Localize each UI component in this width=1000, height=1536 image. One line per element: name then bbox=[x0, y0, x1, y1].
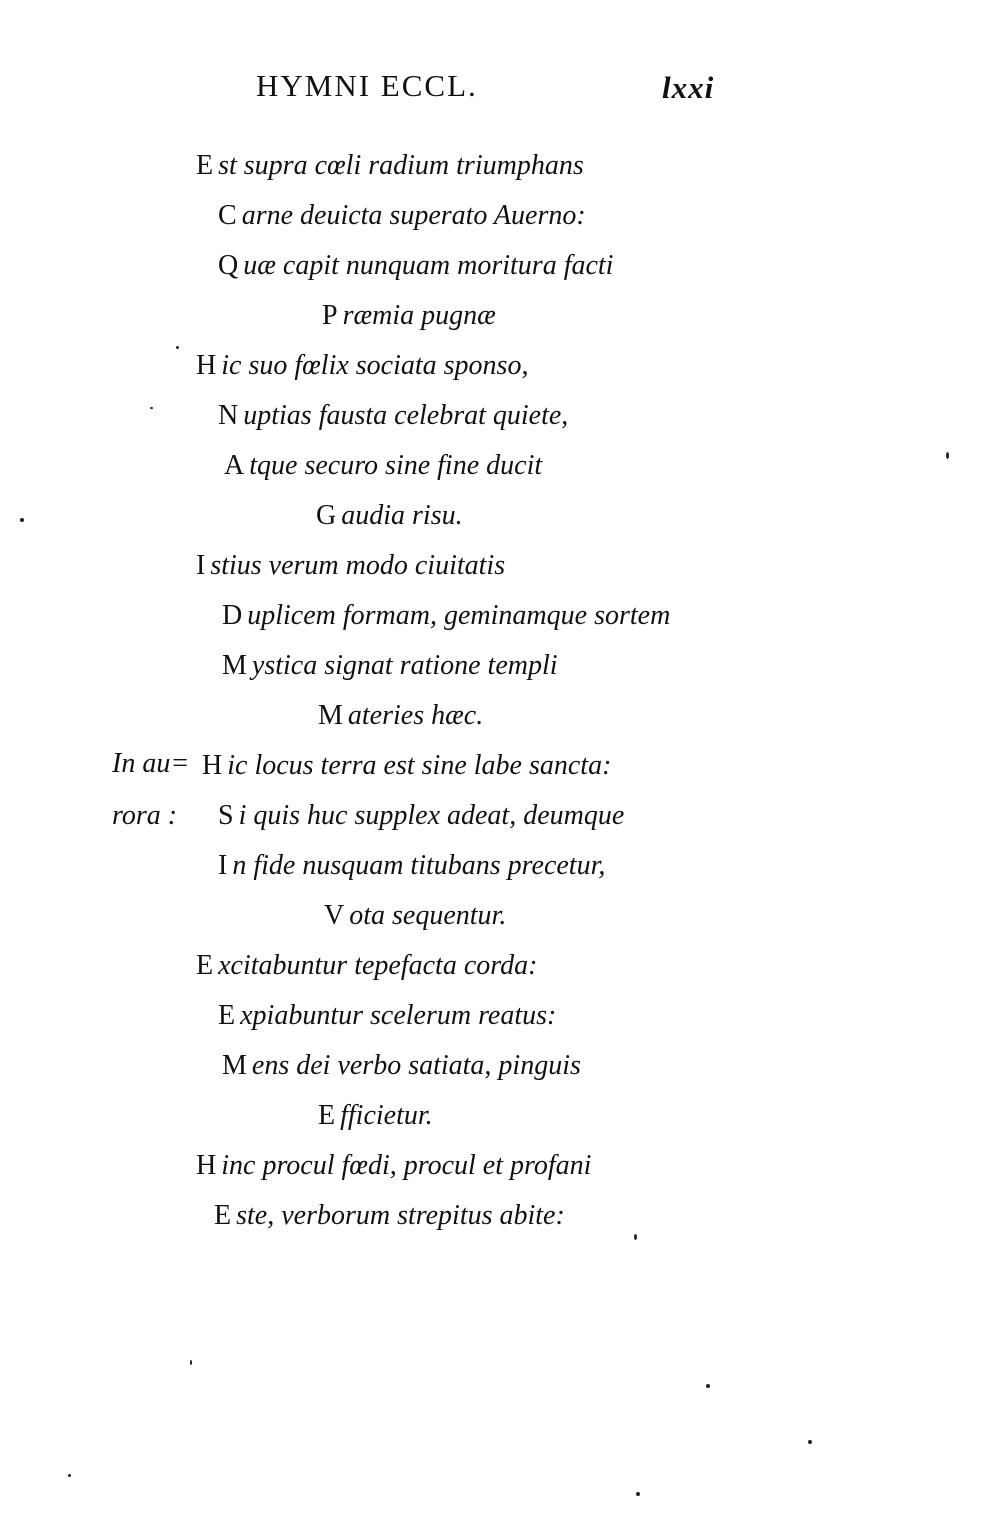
verse-text: arne deuicta superato Auerno: bbox=[241, 200, 586, 231]
verse-line bbox=[202, 752, 611, 780]
verse-initial: E bbox=[218, 1000, 236, 1031]
verse-line bbox=[324, 902, 506, 930]
verse-text: uplicem formam, geminamque sortem bbox=[247, 600, 671, 631]
verse-text: ens dei verbo satiata, pinguis bbox=[251, 1050, 581, 1081]
verse-initial: I bbox=[196, 550, 206, 581]
verse-text: ystica signat ratione templi bbox=[251, 650, 558, 681]
verse-initial: H bbox=[196, 1150, 217, 1181]
verse-initial: M bbox=[222, 650, 247, 681]
verse-line bbox=[222, 602, 670, 630]
verse-text: ateries hæc. bbox=[347, 700, 484, 731]
verse-initial: H bbox=[202, 750, 223, 781]
verse-initial: S bbox=[218, 800, 234, 831]
verse-text: ste, verborum strepitus abite: bbox=[236, 1200, 565, 1231]
verse-initial: P bbox=[322, 300, 338, 331]
ink-speck bbox=[20, 518, 24, 522]
ink-speck bbox=[176, 346, 179, 349]
verse-text: tque securo sine fine ducit bbox=[249, 450, 543, 481]
ink-speck bbox=[150, 407, 153, 409]
verse-text: xcitabuntur tepefacta corda: bbox=[218, 950, 538, 981]
verse-initial: M bbox=[222, 1050, 247, 1081]
verse-text: fficietur. bbox=[340, 1100, 433, 1131]
verse-initial: D bbox=[222, 600, 243, 631]
margin-note: rora : bbox=[112, 800, 178, 831]
verse-text: stius verum modo ciuitatis bbox=[210, 550, 506, 581]
verse-text: st supra cœli radium triumphans bbox=[218, 150, 584, 181]
verse-initial: E bbox=[196, 150, 214, 181]
verse-line bbox=[222, 652, 558, 680]
verse-initial: E bbox=[214, 1200, 232, 1231]
verse-line bbox=[222, 1052, 581, 1080]
verse-line bbox=[196, 952, 537, 980]
folio-number: lxxi bbox=[662, 70, 715, 105]
verse-initial: C bbox=[218, 200, 237, 231]
verse-line bbox=[218, 852, 605, 880]
verse-line bbox=[214, 1202, 565, 1230]
verse-line bbox=[218, 402, 568, 430]
ink-speck bbox=[946, 452, 949, 459]
verse-line bbox=[318, 702, 483, 730]
verse-line bbox=[196, 152, 584, 180]
verse-text: audia risu. bbox=[341, 500, 463, 531]
verse-text: ic locus terra est sine labe sancta: bbox=[227, 750, 612, 781]
verse-line bbox=[318, 1102, 433, 1130]
verse-line bbox=[224, 452, 542, 480]
verse-initial: E bbox=[318, 1100, 336, 1131]
verse-initial: H bbox=[196, 350, 217, 381]
verse-initial: I bbox=[218, 850, 228, 881]
verse-text: inc procul fœdi, procul et profani bbox=[221, 1150, 592, 1181]
verse-line bbox=[218, 252, 613, 280]
ink-speck bbox=[808, 1440, 812, 1444]
ink-speck bbox=[634, 1234, 637, 1240]
verse-initial: N bbox=[218, 400, 239, 431]
verse-text: ræmia pugnæ bbox=[342, 300, 496, 331]
verse-initial: A bbox=[224, 450, 245, 481]
running-title: HYMNI ECCL. bbox=[256, 68, 478, 103]
verse-text: xpiabuntur scelerum reatus: bbox=[240, 1000, 557, 1031]
verse-line bbox=[316, 502, 463, 530]
verse-text: uæ capit nunquam moritura facti bbox=[243, 250, 614, 281]
ink-speck bbox=[68, 1474, 71, 1477]
verse-text: uptias fausta celebrat quiete, bbox=[243, 400, 569, 431]
verse-initial: M bbox=[318, 700, 343, 731]
verse-line bbox=[218, 1002, 556, 1030]
verse-initial: Q bbox=[218, 250, 239, 281]
verse-line bbox=[322, 302, 496, 330]
verse-line bbox=[218, 802, 624, 830]
margin-note: In au= bbox=[112, 748, 190, 779]
verse-line bbox=[218, 202, 586, 230]
verse-line bbox=[196, 552, 505, 580]
ink-speck bbox=[190, 1360, 192, 1365]
verse-text: n fide nusquam titubans precetur, bbox=[232, 850, 606, 881]
verse-line bbox=[196, 352, 528, 380]
ink-speck bbox=[636, 1492, 640, 1496]
verse-initial: E bbox=[196, 950, 214, 981]
ink-speck bbox=[706, 1384, 710, 1388]
verse-line bbox=[196, 1152, 591, 1180]
verse-initial: V bbox=[324, 900, 345, 931]
verse-initial: G bbox=[316, 500, 337, 531]
verse-text: ic suo fœlix sociata sponso, bbox=[221, 350, 529, 381]
verse-text: ota sequentur. bbox=[349, 900, 507, 931]
verse-text: i quis huc supplex adeat, deumque bbox=[238, 800, 625, 831]
